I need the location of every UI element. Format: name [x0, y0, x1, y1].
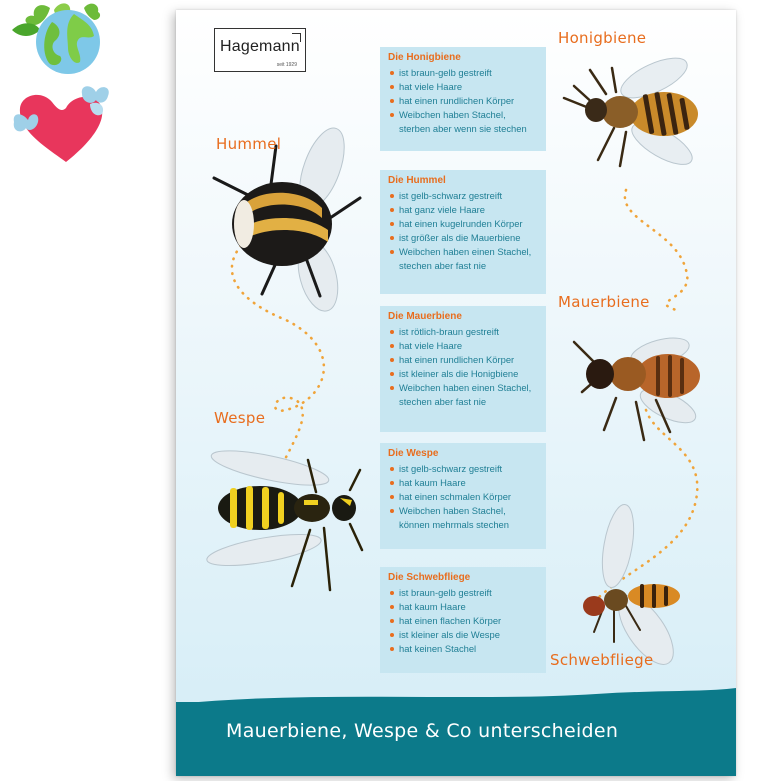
list-item: ist braun-gelb gestreift: [388, 586, 538, 600]
list-item: hat ganz viele Haare: [388, 203, 538, 217]
footer-wave: [176, 686, 736, 704]
info-box-mauerbiene: [380, 306, 546, 432]
label-mauerbiene: Mauerbiene: [558, 293, 650, 311]
earth-butterfly-icon: [2, 0, 106, 82]
footer-band: [176, 702, 736, 776]
info-box-schwebfliege: [380, 567, 546, 673]
list-item: hat einen rundlichen Körper: [388, 94, 538, 108]
box-title: Die Wespe: [388, 448, 439, 459]
list-item: hat viele Haare: [388, 339, 538, 353]
info-box-wespe: [380, 443, 546, 549]
list-item: ist braun-gelb gestreift: [388, 66, 538, 80]
logo-corner-mark: [292, 33, 301, 42]
label-hummel: Hummel: [216, 135, 282, 153]
list-item: hat viele Haare: [388, 80, 538, 94]
list-item: ist größer als die Mauerbiene: [388, 231, 538, 245]
list-item: ist rötlich-braun gestreift: [388, 325, 538, 339]
brand-logo: [214, 28, 306, 72]
list-item: ist kleiner als die Honigbiene: [388, 367, 538, 381]
list-item: hat keinen Stachel: [388, 642, 538, 656]
poster: [176, 10, 736, 776]
list-item: hat einen flachen Körper: [388, 614, 538, 628]
list-item: Weibchen haben Stachel, können mehrmals stechen: [388, 504, 538, 532]
list-item: hat kaum Haare: [388, 476, 538, 490]
list-item: hat einen schmalen Körper: [388, 490, 538, 504]
mason-bee-illustration: [572, 322, 712, 452]
footer-title: Mauerbiene, Wespe & Co unterscheiden: [226, 720, 619, 742]
list-item: ist gelb-schwarz gestreift: [388, 189, 538, 203]
label-honigbiene: Honigbiene: [558, 29, 647, 47]
info-box-hummel: [380, 170, 546, 294]
list-item: hat kaum Haare: [388, 600, 538, 614]
brand-est: seit 1929: [276, 62, 297, 68]
info-box-honigbiene: [380, 47, 546, 151]
list-item: hat einen kugelrunden Körper: [388, 217, 538, 231]
list-item: Weibchen haben einen Stachel, stechen aber fast nie: [388, 245, 538, 273]
bumblebee-illustration: [210, 126, 370, 316]
hoverfly-illustration: [574, 502, 704, 672]
list-item: Weibchen haben Stachel, sterben aber wenn sie stechen: [388, 108, 538, 136]
list-item: Weibchen haben einen Stachel, stechen aber fast nie: [388, 381, 538, 409]
box-title: Die Mauerbiene: [388, 311, 462, 322]
label-schwebfliege: Schwebfliege: [550, 651, 654, 669]
list-item: ist gelb-schwarz gestreift: [388, 462, 538, 476]
list-item: hat einen rundlichen Körper: [388, 353, 538, 367]
box-title: Die Honigbiene: [388, 52, 461, 63]
honeybee-illustration: [554, 48, 714, 188]
list-item: ist kleiner als die Wespe: [388, 628, 538, 642]
label-wespe: Wespe: [214, 409, 266, 427]
wasp-illustration: [200, 440, 370, 600]
box-title: Die Schwebfliege: [388, 572, 471, 583]
brand-name: Hagemann: [220, 38, 300, 55]
box-title: Die Hummel: [388, 175, 446, 186]
heart-butterfly-icon: [8, 82, 120, 170]
